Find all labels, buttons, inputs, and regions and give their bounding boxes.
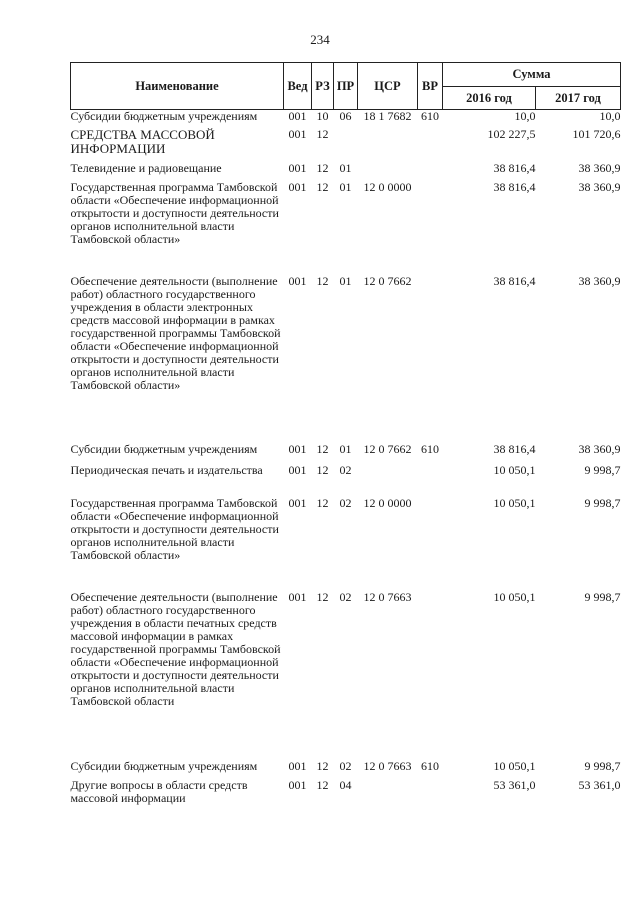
row-vr [418,779,443,811]
row-sum-2017: 38 360,9 [578,441,621,456]
row-csr [358,464,418,497]
row-sum-2017: 38 360,9 [578,273,621,288]
row-vr [418,128,443,162]
header-name: Наименование [71,63,284,110]
row-pr: 02 [339,462,352,477]
table-row [71,760,621,779]
row-ved: 001 [288,777,307,792]
row-sum-2017: 9 998,7 [584,462,621,477]
header-year-2017: 2017 год [536,87,621,110]
row-sum-2016: 38 816,4 [493,273,536,288]
header-year-2016: 2016 год [443,87,536,110]
table-row [71,128,621,162]
table-header [71,63,621,110]
row-csr: 12 0 7662 [363,273,412,288]
row-vr [418,497,443,591]
table-row [71,443,621,464]
row-vr [418,181,443,275]
row-vr [418,591,443,760]
row-sum-2016: 53 361,0 [493,777,536,792]
row-sum-2016: 10 050,1 [493,589,536,604]
row-vr: 610 [421,758,439,773]
header-pr: ПР [334,63,358,110]
row-rz: 12 [316,273,329,288]
row-pr: 01 [339,179,352,194]
row-pr: 01 [339,273,352,288]
table-row [71,591,621,760]
table-row [71,110,621,128]
row-pr: 02 [339,495,352,510]
row-rz: 12 [316,589,329,604]
row-csr: 12 0 7663 [363,758,412,773]
row-ved: 001 [288,160,307,175]
header-sum: Сумма [443,63,621,87]
row-name: Субсидии бюджетным учреждениям [70,109,258,123]
row-rz: 12 [316,179,329,194]
table-row [71,275,621,443]
page-number: 234 [310,32,330,47]
row-csr: 18 1 7682 [363,109,412,123]
row-pr: 01 [339,441,352,456]
row-sum-2017: 9 998,7 [584,758,621,773]
row-sum-2016: 38 816,4 [493,179,536,194]
row-rz: 12 [316,777,329,792]
row-csr: 12 0 7662 [363,441,412,456]
row-name: Периодическая печать и издательства [70,462,263,477]
row-rz: 12 [316,758,329,773]
row-ved: 001 [288,179,307,194]
budget-table [70,62,621,811]
row-sum-2017: 9 998,7 [584,495,621,510]
header-vr: ВР [418,63,443,110]
header-csr: ЦСР [358,63,418,110]
table-row [71,779,621,811]
row-ved: 001 [288,462,307,477]
row-sum-2017: 9 998,7 [584,589,621,604]
header-ved: Вед [284,63,312,110]
row-name: Другие вопросы в области средств массовой информации [70,777,248,805]
row-name: Государственная программа Тамбовской области «Обеспечение информационной открытости и доступности деятельности органов исполнительной власти Тамбовской области» [70,495,279,562]
row-name: Субсидии бюджетным учреждениям [70,758,258,773]
row-sum-2016: 10 050,1 [493,758,536,773]
row-sum-2016: 10,0 [514,109,536,123]
row-vr: 610 [421,441,439,456]
table-row [71,497,621,591]
table-row [71,464,621,497]
row-rz: 12 [316,462,329,477]
row-ved: 001 [288,758,307,773]
header-rz: РЗ [312,63,334,110]
row-ved: 001 [288,109,307,123]
row-vr [418,275,443,443]
table-body [71,110,621,811]
row-sum-2017: 38 360,9 [578,160,621,175]
row-csr: 12 0 0000 [363,179,412,194]
row-sum-2016: 38 816,4 [493,160,536,175]
row-pr: 04 [339,777,352,792]
row-name: Государственная программа Тамбовской области «Обеспечение информационной открытости и доступности деятельности органов исполнительной власти Тамбовской области» [70,179,279,246]
row-rz: 12 [316,495,329,510]
row-pr: 02 [339,589,352,604]
row-sum-2016: 102 227,5 [487,126,536,141]
row-csr: 12 0 7663 [363,589,412,604]
row-sum-2016: 10 050,1 [493,462,536,477]
row-ved: 001 [288,589,307,604]
row-name: Обеспечение деятельности (выполнение работ) областного государственного учреждения в области печатных средств массовой информации в рамках государственной программы Тамбовской области «Обеспечение информационной открытости и доступности деятельности органов исполнительной власти Тамбовской области [70,589,281,708]
row-name: Обеспечение деятельности (выполнение работ) областного государственного учреждения в области электронных средств массовой информации в рамках государственной программы Тамбовской области «Обеспечение информационной открытости и доступности деятельности органов исполнительной власти Тамбовской области» [70,273,281,392]
row-vr: 610 [421,109,439,123]
row-sum-2017: 53 361,0 [578,777,621,792]
table-row [71,181,621,275]
row-pr: 02 [339,758,352,773]
row-sum-2017: 10,0 [599,109,621,123]
table-row [71,162,621,181]
row-ved: 001 [288,273,307,288]
row-csr [358,779,418,811]
row-rz: 12 [316,441,329,456]
row-sum-2016: 10 050,1 [493,495,536,510]
row-csr [358,162,418,181]
row-sum-2017: 38 360,9 [578,179,621,194]
row-pr [334,128,358,162]
row-rz: 12 [316,160,329,175]
row-name: Субсидии бюджетным учреждениям [70,441,258,456]
row-rz: 12 [316,126,329,141]
row-sum-2017: 101 720,6 [572,126,621,141]
row-csr [358,128,418,162]
row-rz: 10 [316,109,329,123]
row-vr [418,464,443,497]
row-ved: 001 [288,495,307,510]
row-pr: 01 [339,160,352,175]
row-name: Телевидение и радиовещание [70,160,222,175]
row-name: СРЕДСТВА МАССОВОЙ ИНФОРМАЦИИ [70,126,215,156]
row-csr: 12 0 0000 [363,495,412,510]
row-ved: 001 [288,126,307,141]
row-sum-2016: 38 816,4 [493,441,536,456]
row-pr: 06 [339,109,352,123]
row-ved: 001 [288,441,307,456]
row-vr [418,162,443,181]
